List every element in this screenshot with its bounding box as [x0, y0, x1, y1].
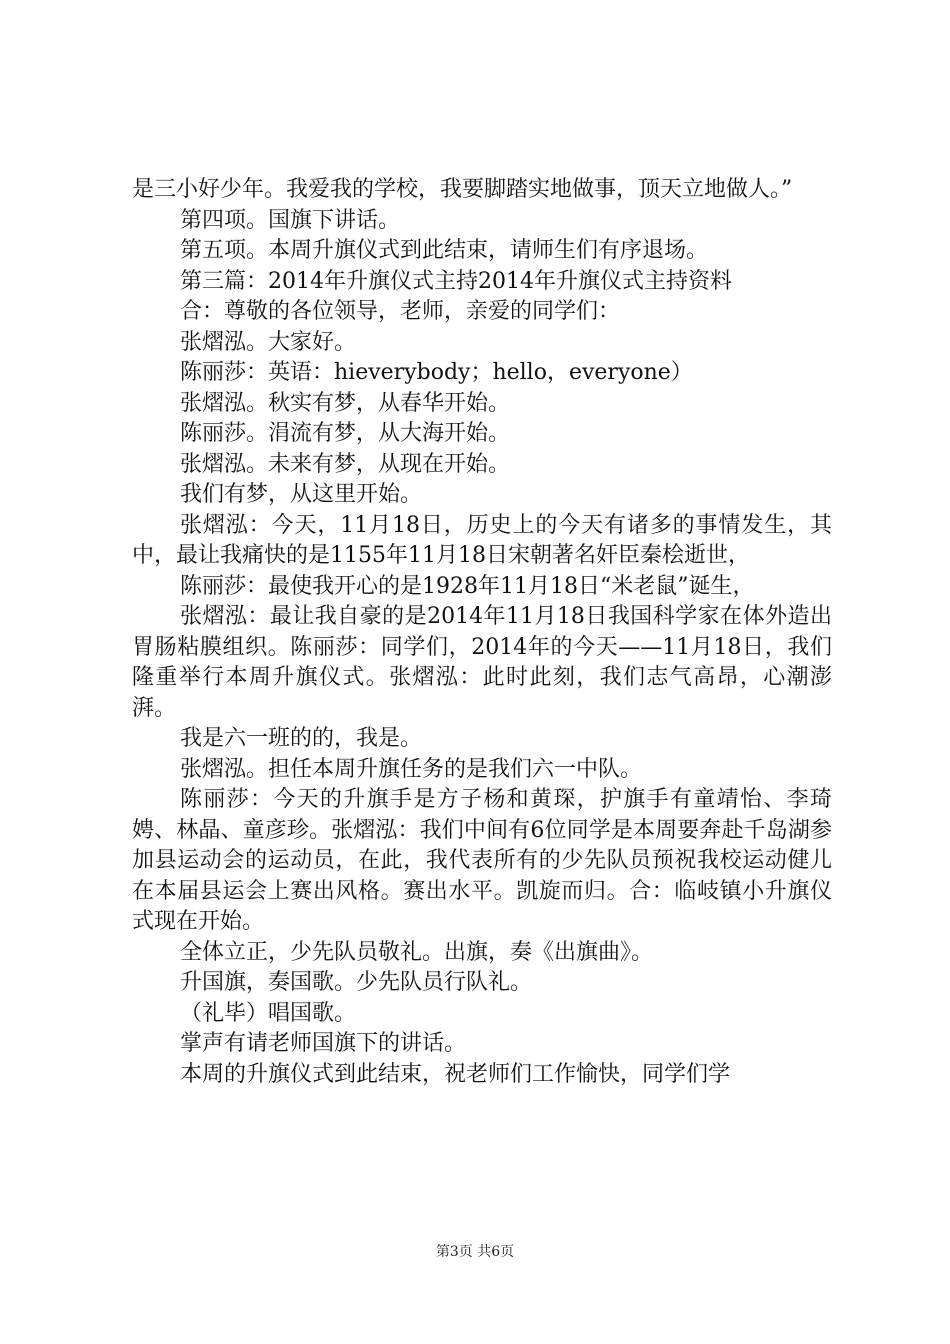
paragraph: 本周的升旗仪式到此结束，祝老师们工作愉快，同学们学	[180, 1061, 731, 1087]
paragraph: 升国旗，奏国歌。少先队员行队礼。	[180, 970, 533, 995]
paragraph: 张熠泓：最让我自豪的是2014年11月18日我国科学家在体外造出胃肠粘膜组织。陈丽莎：同学们，2014年的今天——11月18日，我们隆重举行本周升旗仪式。张熠泓：此时此刻，我们志气高昂，心潮澎湃。	[132, 604, 832, 721]
document-body	[132, 175, 832, 1090]
paragraph: 第五项。本周升旗仪式到此结束，请师生们有序退场。	[180, 238, 709, 263]
paragraph: 掌声有请老师国旗下的讲话。	[180, 1031, 467, 1056]
paragraph: 全体立正，少先队员敬礼。出旗，奏《出旗曲》。	[180, 939, 654, 965]
page-footer: 第3页 共6页	[435, 1244, 515, 1260]
paragraph: 是三小好少年。我爱我的学校，我要脚踏实地做事，顶天立地做人。”	[132, 177, 793, 202]
paragraph: 第四项。国旗下讲话。	[180, 207, 401, 233]
paragraph: 陈丽莎：最使我开心的是1928年11月18日“米老鼠”诞生，	[180, 573, 755, 599]
paragraph: 第三篇：2014年升旗仪式主持2014年升旗仪式主持资料	[180, 268, 732, 294]
paragraph: 张熠泓。大家好。	[180, 329, 357, 355]
paragraph: 陈丽莎：英语：hieverybody；hello，everyone）	[180, 360, 693, 385]
paragraph: 陈丽莎。涓流有梦，从大海开始。	[180, 421, 511, 446]
paragraph: 我是六一班的的，我是。	[180, 726, 423, 751]
paragraph: 陈丽莎：今天的升旗手是方子杨和黄琛，护旗手有童靖怡、李琦娉、林晶、童彦珍。张熠泓：我们中间有6位同学是本周要奔赴千岛湖参加县运动会的运动员，在此，我代表所有的少先队员预祝我校运动健儿在本届县运会上赛出风格。赛出水平。凯旋而归。合：临岐镇小升旗仪式现在开始。	[132, 787, 832, 934]
paragraph: 张熠泓。未来有梦，从现在开始。	[180, 451, 511, 477]
paragraph: 张熠泓。担任本周升旗任务的是我们六一中队。	[180, 756, 643, 782]
paragraph: （礼毕）唱国歌。	[180, 1000, 357, 1026]
paragraph: 张熠泓。秋实有梦，从春华开始。	[180, 390, 511, 416]
paragraph: 张熠泓：今天，11月18日，历史上的今天有诸多的事情发生，其中，最让我痛快的是1155年11月18日宋朝著名奸臣秦桧逝世，	[132, 512, 832, 568]
paragraph: 合：尊敬的各位领导，老师，亲爱的同学们：	[180, 299, 621, 324]
paragraph: 我们有梦，从这里开始。	[180, 482, 423, 507]
